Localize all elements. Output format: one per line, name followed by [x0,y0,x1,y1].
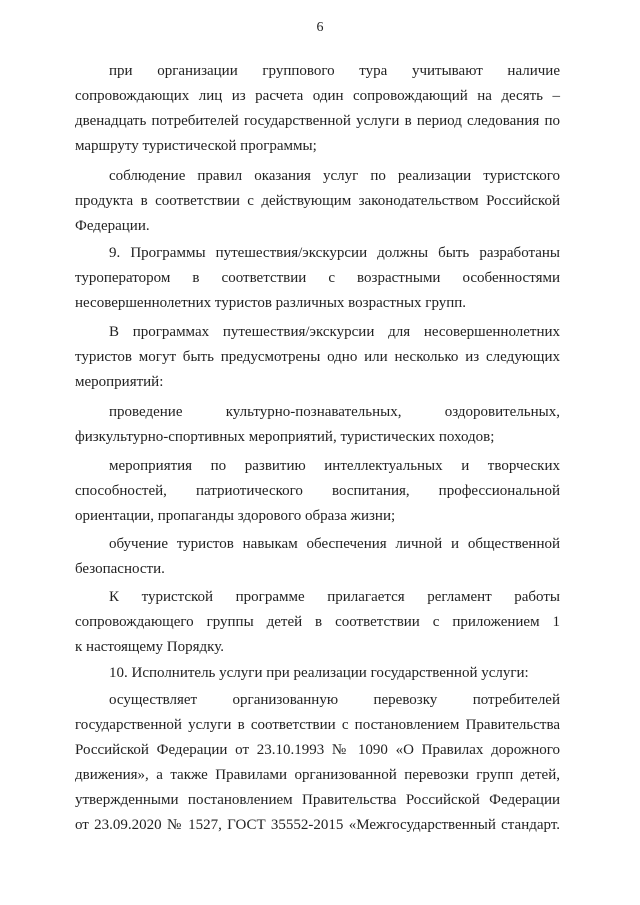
text-line: двенадцать потребителей государственной услуги в период следования по [75,113,560,129]
text-line: К туристской программе прилагается регламент работы [109,589,560,605]
text-line: несовершеннолетних туристов различных возрастных групп. [75,295,467,311]
text-line: государственной услуги в соответствии с постановлением Правительства [75,717,560,733]
text-line: Российской Федерации от 23.10.1993 № 1090 «О Правилах дорожного [75,742,560,758]
text-line: осуществляет организованную перевозку потребителей [109,692,560,708]
text-line: 10. Исполнитель услуги при реализации государственной услуги: [109,665,529,681]
text-line: физкультурно-спортивных мероприятий, туристических походов; [75,429,495,445]
text-line: мероприятий: [75,374,164,390]
text-line: Федерации. [75,218,150,234]
text-line: движения», а также Правилами организованной перевозки групп детей, [75,767,560,783]
text-line: мероприятия по развитию интеллектуальных и творческих [109,458,560,474]
text-line: к настоящему Порядку. [75,639,224,655]
text-line: безопасности. [75,561,165,577]
text-line: В программах путешествия/экскурсии для несовершеннолетних [109,324,560,340]
text-line: от 23.09.2020 № 1527, ГОСТ 35552-2015 «Межгосударственный стандарт. [75,817,560,833]
text-line: проведение культурно-познавательных, оздоровительных, [109,404,560,420]
text-line: обучение туристов навыкам обеспечения личной и общественной [109,536,560,552]
text-line: утвержденными постановлением Правительства Российской Федерации [75,792,560,808]
text-line: 9. Программы путешествия/экскурсии должны быть разработаны [109,245,560,261]
text-line: при организации группового тура учитывают наличие [109,63,560,79]
text-line: способностей, патриотического воспитания, профессиональной [75,483,560,499]
page-number: 6 [316,20,324,35]
text-line: соблюдение правил оказания услуг по реализации туристского [109,168,560,184]
text-line: сопровождающих лиц из расчета один сопровождающий на десять – [75,88,560,104]
text-line: ориентации, пропаганды здорового образа жизни; [75,508,396,524]
text-line: маршруту туристической программы; [75,138,317,154]
text-line: продукта в соответствии с действующим законодательством Российской [75,193,560,209]
text-line: туроператором в соответствии с возрастными особенностями [75,270,560,286]
text-line: сопровождающего группы детей в соответствии с приложением 1 [75,614,560,630]
text-line: туристов могут быть предусмотрены одно или несколько из следующих [75,349,560,365]
